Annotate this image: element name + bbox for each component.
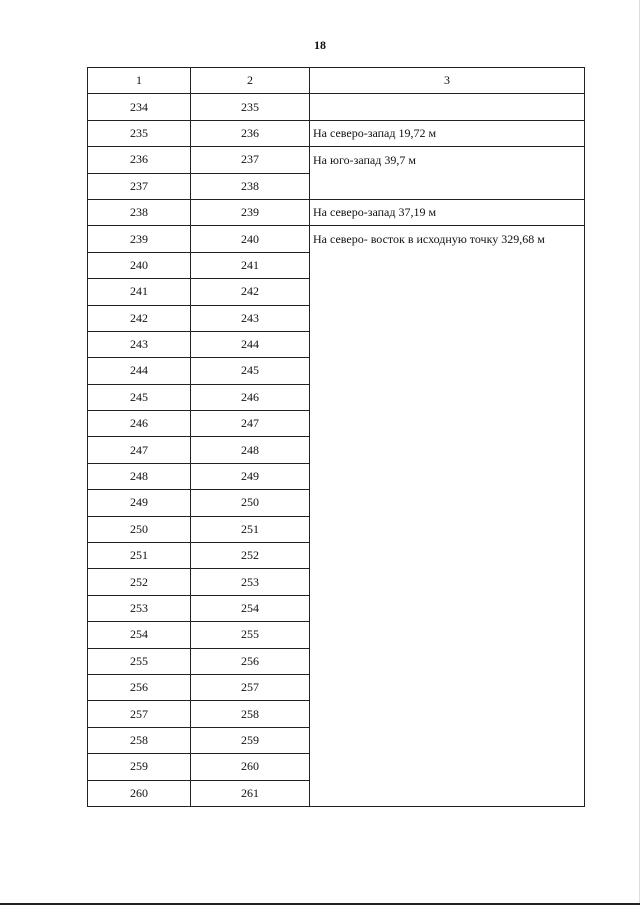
point-from-cell: 244 [88,358,191,384]
direction-description-cell: На северо-запад 19,72 м [310,120,585,146]
point-from-cell: 258 [88,727,191,753]
column-header-1: 1 [88,68,191,94]
table-row [88,199,585,225]
point-to-cell: 260 [191,754,310,780]
point-to-cell: 254 [191,595,310,621]
point-from-cell: 247 [88,437,191,463]
coordinates-table [87,67,585,807]
point-from-cell: 242 [88,305,191,331]
point-from-cell: 237 [88,173,191,199]
point-to-cell: 248 [191,437,310,463]
point-from-cell: 243 [88,331,191,357]
point-to-cell: 237 [191,147,310,173]
point-from-cell: 246 [88,411,191,437]
point-from-cell: 239 [88,226,191,252]
point-from-cell: 245 [88,384,191,410]
point-from-cell: 249 [88,490,191,516]
point-to-cell: 246 [191,384,310,410]
point-to-cell: 247 [191,411,310,437]
point-from-cell: 254 [88,622,191,648]
point-to-cell: 249 [191,463,310,489]
point-to-cell: 240 [191,226,310,252]
point-to-cell: 252 [191,543,310,569]
point-to-cell: 236 [191,120,310,146]
point-from-cell: 257 [88,701,191,727]
point-to-cell: 256 [191,648,310,674]
point-to-cell: 253 [191,569,310,595]
point-to-cell: 235 [191,94,310,120]
table-row [88,94,585,120]
point-from-cell: 241 [88,279,191,305]
point-to-cell: 257 [191,674,310,700]
table-header-row [88,68,585,94]
point-to-cell: 251 [191,516,310,542]
table-row [88,226,585,252]
point-to-cell: 239 [191,199,310,225]
point-to-cell: 255 [191,622,310,648]
point-to-cell: 243 [191,305,310,331]
point-from-cell: 250 [88,516,191,542]
column-header-2: 2 [191,68,310,94]
point-from-cell: 259 [88,754,191,780]
direction-description-cell: На северо-запад 37,19 м [310,199,585,225]
direction-description-cell: На северо- восток в исходную точку 329,68 м [310,226,585,807]
point-to-cell: 242 [191,279,310,305]
point-from-cell: 252 [88,569,191,595]
point-to-cell: 258 [191,701,310,727]
table-row [88,147,585,173]
point-from-cell: 260 [88,780,191,806]
point-from-cell: 236 [88,147,191,173]
direction-description-cell: На юго-запад 39,7 м [310,147,585,200]
point-from-cell: 248 [88,463,191,489]
point-from-cell: 253 [88,595,191,621]
point-from-cell: 256 [88,674,191,700]
page-number: 18 [314,38,326,52]
column-header-3: 3 [310,68,585,94]
point-to-cell: 241 [191,252,310,278]
point-to-cell: 244 [191,331,310,357]
table-row [88,120,585,146]
point-to-cell: 259 [191,727,310,753]
point-from-cell: 251 [88,543,191,569]
point-to-cell: 245 [191,358,310,384]
point-to-cell: 250 [191,490,310,516]
point-from-cell: 240 [88,252,191,278]
point-to-cell: 238 [191,173,310,199]
table-body [88,68,585,807]
point-from-cell: 234 [88,94,191,120]
point-from-cell: 235 [88,120,191,146]
point-to-cell: 261 [191,780,310,806]
point-from-cell: 238 [88,199,191,225]
point-from-cell: 255 [88,648,191,674]
direction-description-cell [310,94,585,120]
